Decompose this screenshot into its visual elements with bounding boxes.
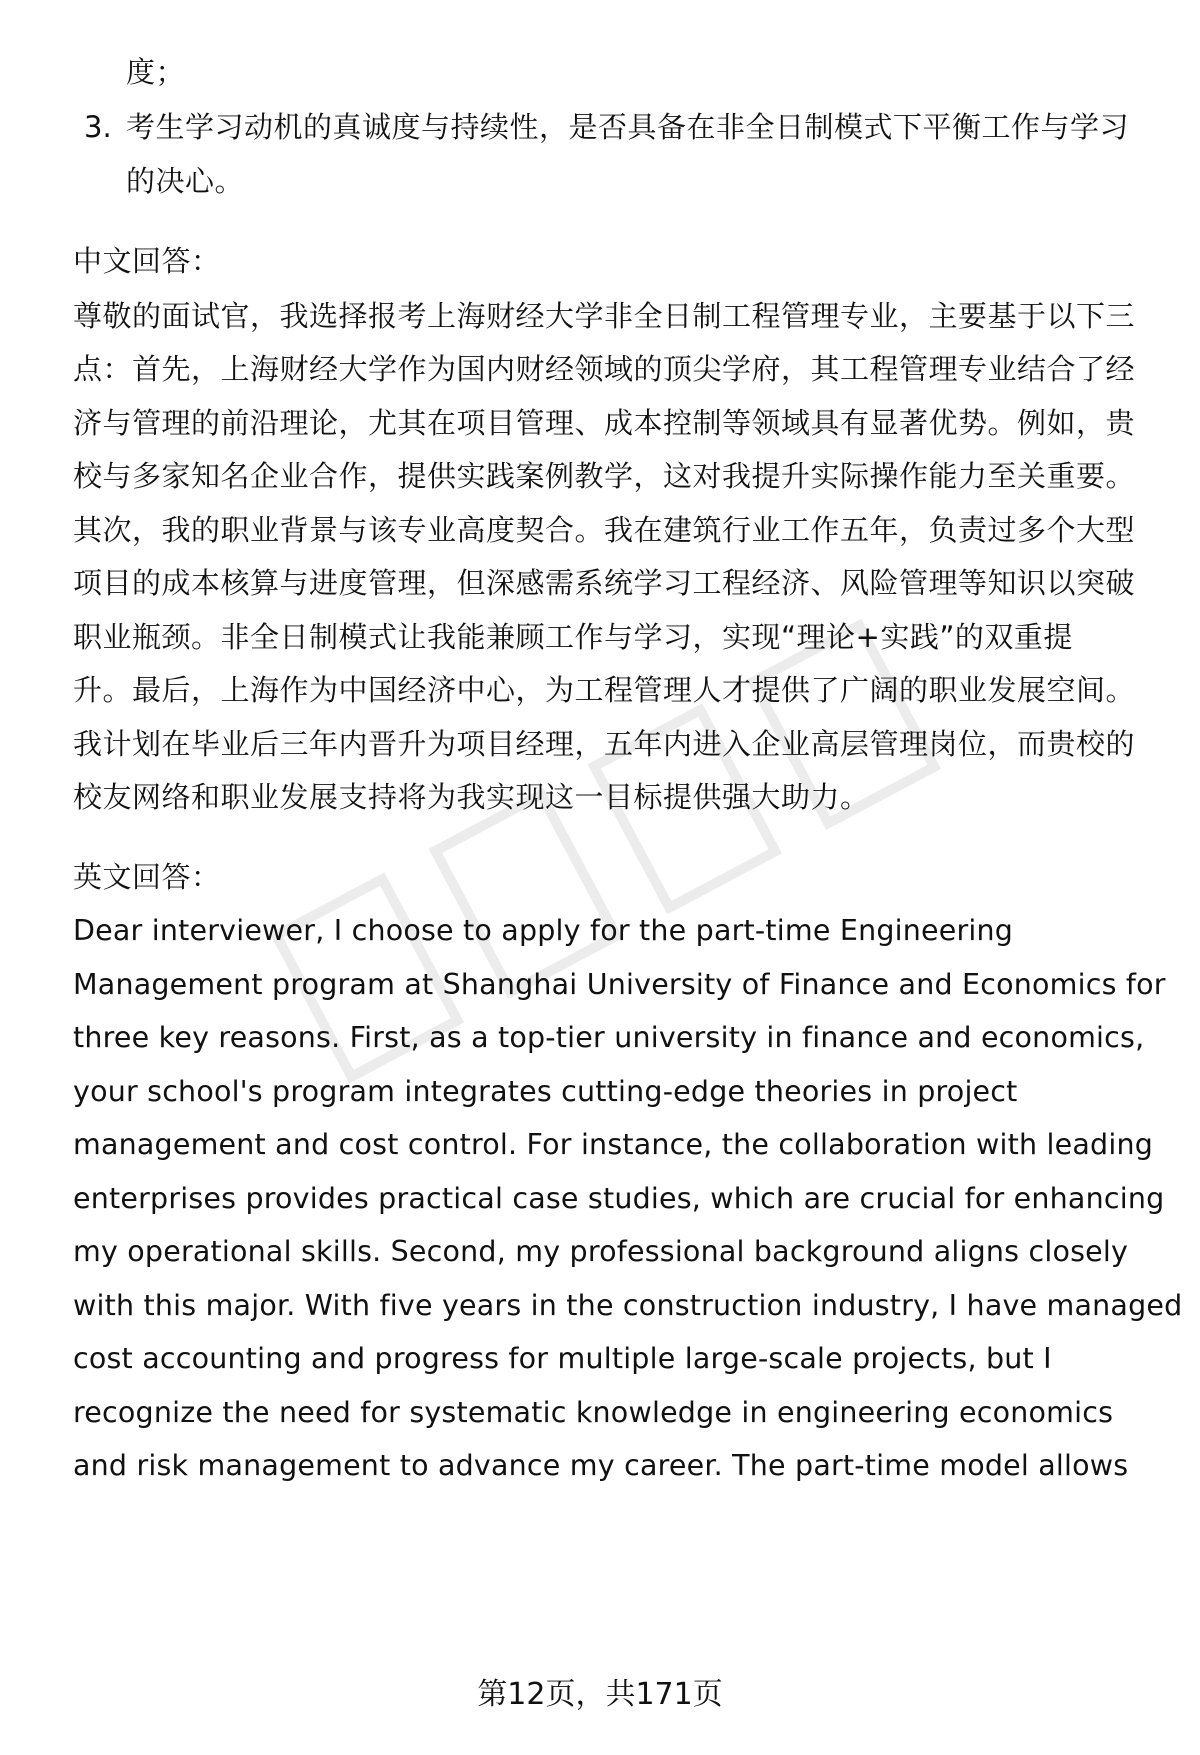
list-continuation-text: 度； [126, 55, 186, 89]
english-paragraph-line: recognize the need for systematic knowledge in engineering economics [73, 1396, 1114, 1429]
english-paragraph-line: three key reasons. First, as a top-tier university in finance and economics, [73, 1021, 1145, 1054]
chinese-paragraph-line: 职业瓶颈。非全日制模式让我能兼顾工作与学习，实现“理论+实践”的双重提 [73, 620, 1073, 654]
english-paragraph-line: enterprises provides practical case studies, which are crucial for enhancing [73, 1182, 1165, 1215]
chinese-paragraph-line: 校友网络和职业发展支持将为我实现这一目标提供强大助力。 [73, 780, 870, 814]
english-paragraph-line: your school's program integrates cutting-edge theories in project [73, 1075, 1018, 1108]
english-paragraph-line: and risk management to advance my career. The part-time model allows [73, 1449, 1129, 1482]
chinese-paragraph-line: 项目的成本核算与进度管理，但深感需系统学习工程经济、风险管理等知识以突破 [73, 566, 1136, 600]
chinese-paragraph-line: 点：首先，上海财经大学作为国内财经领域的顶尖学府，其工程管理专业结合了经 [73, 352, 1136, 386]
chinese-answer-heading: 中文回答： [73, 244, 221, 278]
list-item-line: 考生学习动机的真诚度与持续性，是否具备在非全日制模式下平衡工作与学习 [126, 110, 1130, 144]
english-paragraph-line: cost accounting and progress for multiple large-scale projects, but I [73, 1342, 1052, 1375]
chinese-paragraph-line: 济与管理的前沿理论，尤其在项目管理、成本控制等领域具有显著优势。例如，贵 [73, 406, 1136, 440]
chinese-paragraph-line: 尊敬的面试官，我选择报考上海财经大学非全日制工程管理专业，主要基于以下三 [73, 299, 1136, 333]
english-paragraph-line: Dear interviewer, I choose to apply for the part-time Engineering [73, 914, 1014, 947]
english-paragraph-line: Management program at Shanghai University of Finance and Economics for [73, 968, 1166, 1001]
english-paragraph-line: management and cost control. For instance, the collaboration with leading [73, 1128, 1153, 1161]
chinese-paragraph-line: 校与多家知名企业合作，提供实践案例教学，这对我提升实际操作能力至关重要。 [73, 459, 1136, 493]
english-answer-heading: 英文回答： [73, 860, 221, 894]
chinese-paragraph-line: 其次，我的职业背景与该专业高度契合。我在建筑行业工作五年，负责过多个大型 [73, 513, 1136, 547]
english-paragraph-line: with this major. With five years in the construction industry, I have managed [73, 1289, 1183, 1322]
list-item-line: 的决心。 [126, 164, 245, 198]
english-paragraph-line: my operational skills. Second, my professional background aligns closely [73, 1235, 1129, 1268]
chinese-paragraph-line: 我计划在毕业后三年内晋升为项目经理，五年内进入企业高层管理岗位，而贵校的 [73, 727, 1136, 761]
list-number: 3. [84, 110, 112, 144]
chinese-paragraph-line: 升。最后，上海作为中国经济中心，为工程管理人才提供了广阔的职业发展空间。 [73, 673, 1136, 707]
page-number-footer: 第12页，共171页 [477, 1677, 723, 1712]
